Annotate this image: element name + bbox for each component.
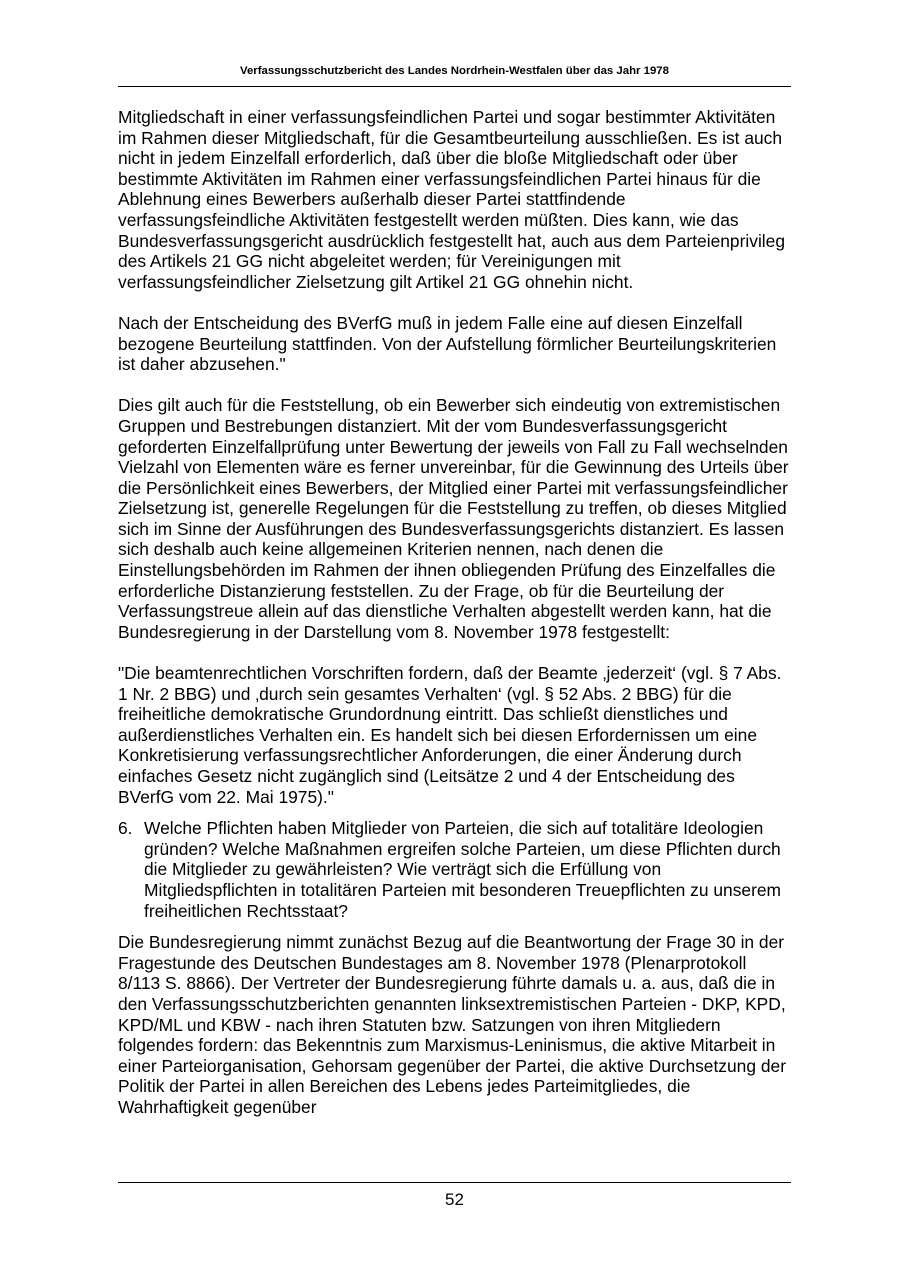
body-paragraph-6: Die Bundesregierung nimmt zunächst Bezug auf die Beantwortung der Frage 30 in der Fragestunde des Deutschen Bundestages am 8. November 1978 (Plenarprotokoll 8/113 S. 8866). Der Vertreter der Bundesregierung führte damals u. a. aus, daß die in den Verfassungsschutzberichten genannten linksextremistischen Parteien - DKP, KPD, KPD/ML und KBW - nach ihren Statuten bzw. Satzungen von ihren Mitgliedern folgendes fordern: das Bekenntnis zum Marxismus-Leninismus, die aktive Mitarbeit in einer Parteiorganisation, Gehorsam gegenüber der Partei, die aktive Durchsetzung der Politik der Partei in allen Bereichen des Lebens jedes Parteimitgliedes, die Wahrhaftigkeit gegenüber: [118, 932, 786, 1117]
question-text: Welche Pflichten haben Mitglieder von Parteien, die sich auf totalitäre Ideologien gründen? Welche Maßnahmen ergreifen solche Parteien, um diese Pflichten durch die Mitglieder zu gewährleisten? Wie verträgt sich die Erfüllung von Mitgliedspflichten in totalitären Parteien mit besonderen Treuepflichten zu unserem freiheitlichen Rechtsstaat?: [144, 818, 782, 921]
body-paragraph-4-quote: "Die beamtenrechtlichen Vorschriften fordern, daß der Beamte ‚jederzeit‘ (vgl. § 7 Abs. 1 Nr. 2 BBG) und ‚durch sein gesamtes Verhalten‘ (vgl. § 52 Abs. 2 BBG) für die freiheitliche demokratische Grundordnung eintritt. Das schließt dienstliches und außerdienstliches Verhalten ein. Es handelt sich bei diesen Erfordernissen um eine Konkretisierung verfassungsrechtlicher Anforderungen, die einer Änderung durch einfaches Gesetz nicht zugänglich sind (Leitsätze 2 und 4 der Entscheidung des BVerfG vom 22. Mai 1975).": [118, 663, 782, 807]
body-paragraph-2: Nach der Entscheidung des BVerfG muß in jedem Falle eine auf diesen Einzelfall bezogene Beurteilung stattfinden. Von der Aufstellung förmlicher Beurteilungskriterien ist daher abzusehen.": [118, 312, 777, 375]
footer-divider: [118, 1182, 791, 1183]
document-body: [118, 107, 792, 1118]
page-header-title: Verfassungsschutzbericht des Landes Nordrhein-Westfalen über das Jahr 1978: [240, 65, 669, 77]
body-paragraph-3: Dies gilt auch für die Feststellung, ob ein Bewerber sich eindeutig von extremistischen Gruppen und Bestrebungen distanziert. Mit der vom Bundesverfassungsgericht geforderten Einzelfallprüfung unter Bewertung der jeweils von Fall zu Fall wechselnden Vielzahl von Elementen wäre es ferner unvereinbar, für die Gewinnung des Urteils über die Persönlichkeit eines Bewerbers, der Mitglied einer Partei mit verfassungsfeindlicher Zielsetzung ist, generelle Regelungen für die Feststellung zu treffen, ob dieses Mitglied sich im Sinne der Ausführungen des Bundesverfassungsgerichts distanziert. Es lassen sich deshalb auch keine allgemeinen Kriterien nennen, nach denen die Einstellungsbehörden im Rahmen der ihnen obliegenden Prüfung des Einzelfalles die erforderliche Distanzierung feststellen. Zu der Frage, ob für die Beurteilung der Verfassungstreue allein auf das dienstliche Verhalten abgestellt werden kann, hat die Bundesregierung in der Darstellung vom 8. November 1978 festgestellt:: [118, 395, 789, 642]
body-paragraph-1: Mitgliedschaft in einer verfassungsfeindlichen Partei und sogar bestimmter Aktivitäten im Rahmen dieser Mitgliedschaft, für die Gesamtbeurteilung ausschließen. Es ist auch nicht in jedem Einzelfall erforderlich, daß über die bloße Mitgliedschaft oder über bestimmte Aktivitäten im Rahmen einer verfassungsfeindlichen Partei hinaus für die Ablehnung eines Bewerbers außerhalb dieser Partei stattfindende verfassungsfeindliche Aktivitäten festgestellt werden müßten. Dies kann, wie das Bundesverfassungsgericht ausdrücklich festgestellt hat, auch aus dem Parteienprivileg des Artikels 21 GG nicht abgeleitet werden; für Vereinigungen mit verfassungsfeindlicher Zielsetzung gilt Artikel 21 GG ohnehin nicht.: [118, 107, 786, 292]
question-number: 6.: [118, 818, 133, 839]
page-number: 52: [445, 1190, 464, 1209]
header-divider: [118, 86, 791, 87]
numbered-question: [118, 818, 792, 921]
